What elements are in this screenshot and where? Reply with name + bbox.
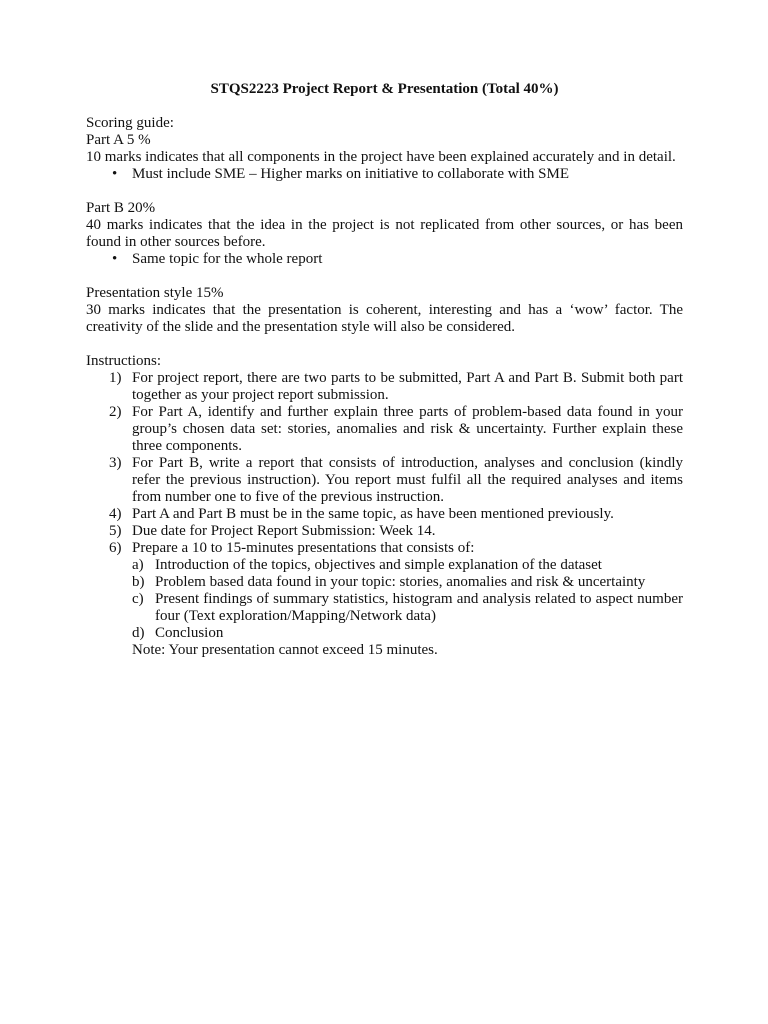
- presentation-style-text: 30 marks indicates that the presentation is coherent, interesting and has a ‘wow’ factor. The creativity of the slide and the presentation style will also be considered.: [86, 302, 683, 335]
- sub-item-text: Problem based data found in your topic: stories, anomalies and risk & uncertainty: [155, 574, 646, 590]
- sub-item-text: Introduction of the topics, objectives and simple explanation of the dataset: [155, 557, 602, 573]
- item-text: For project report, there are two parts to be submitted, Part A and Part B. Submit both part together as your project report submission.: [132, 370, 683, 403]
- item-text: For Part B, write a report that consists of introduction, analyses and conclusion (kindly refer the previous instruction). You report must fulfil all the required analyses and items from number one to five of the previous instruction.: [132, 455, 683, 505]
- presentation-style-section: [86, 285, 683, 336]
- list-item: [132, 574, 683, 591]
- presentation-style-heading: Presentation style 15%: [86, 285, 224, 301]
- part-a-text: 10 marks indicates that all components in the project have been explained accurately and in detail.: [86, 149, 676, 165]
- item-text: Part A and Part B must be in the same topic, as have been mentioned previously.: [132, 506, 614, 522]
- sub-item-letter: a): [132, 557, 144, 573]
- item-number: 6): [109, 540, 122, 556]
- part-a-bullet-list: [86, 166, 683, 183]
- sub-item-letter: d): [132, 625, 145, 641]
- document-title: STQS2223 Project Report & Presentation (Total 40%): [210, 81, 559, 97]
- item-text: Prepare a 10 to 15-minutes presentations that consists of:: [132, 540, 475, 556]
- sub-item-text: Present findings of summary statistics, histogram and analysis related to aspect number four (Text exploration/Mapping/Network data): [155, 591, 683, 624]
- item-number: 3): [109, 455, 122, 471]
- part-b-text: 40 marks indicates that the idea in the project is not replicated from other sources, or has been found in other sources before.: [86, 217, 683, 250]
- item-number: 1): [109, 370, 122, 386]
- list-item: [86, 251, 683, 268]
- item-text: For Part A, identify and further explain three parts of problem-based data found in your group’s chosen data set: stories, anomalies and risk & uncertainty. Further explain these three components.: [132, 404, 683, 454]
- list-item: [86, 370, 683, 404]
- list-item: [86, 455, 683, 506]
- bullet-text: Same topic for the whole report: [132, 251, 323, 267]
- scoring-guide-section: [86, 115, 683, 183]
- presentation-note: Note: Your presentation cannot exceed 15 minutes.: [132, 642, 438, 658]
- part-b-section: [86, 200, 683, 268]
- list-item: [132, 625, 683, 642]
- instructions-section: [86, 353, 683, 659]
- list-item: [86, 404, 683, 455]
- bullet-icon: •: [112, 166, 118, 182]
- scoring-guide-heading: Scoring guide:: [86, 115, 174, 131]
- instructions-heading: Instructions:: [86, 353, 161, 369]
- list-item: [86, 166, 683, 183]
- part-b-heading: Part B 20%: [86, 200, 156, 216]
- part-b-bullet-list: [86, 251, 683, 268]
- item-text: Due date for Project Report Submission: Week 14.: [132, 523, 436, 539]
- bullet-text: Must include SME – Higher marks on initiative to collaborate with SME: [132, 166, 570, 182]
- list-item: [86, 523, 683, 540]
- bullet-icon: •: [112, 251, 118, 267]
- item-number: 5): [109, 523, 122, 539]
- item-number: 2): [109, 404, 122, 420]
- presentation-sub-list: [132, 557, 683, 642]
- sub-item-letter: c): [132, 591, 144, 607]
- document-page: [86, 80, 683, 676]
- sub-item-text: Conclusion: [155, 625, 224, 641]
- list-item: [86, 506, 683, 523]
- list-item: [86, 540, 683, 659]
- part-a-heading: Part A 5 %: [86, 132, 151, 148]
- list-item: [132, 591, 683, 625]
- instructions-list: [86, 370, 683, 659]
- sub-item-letter: b): [132, 574, 145, 590]
- list-item: [132, 557, 683, 574]
- item-number: 4): [109, 506, 122, 522]
